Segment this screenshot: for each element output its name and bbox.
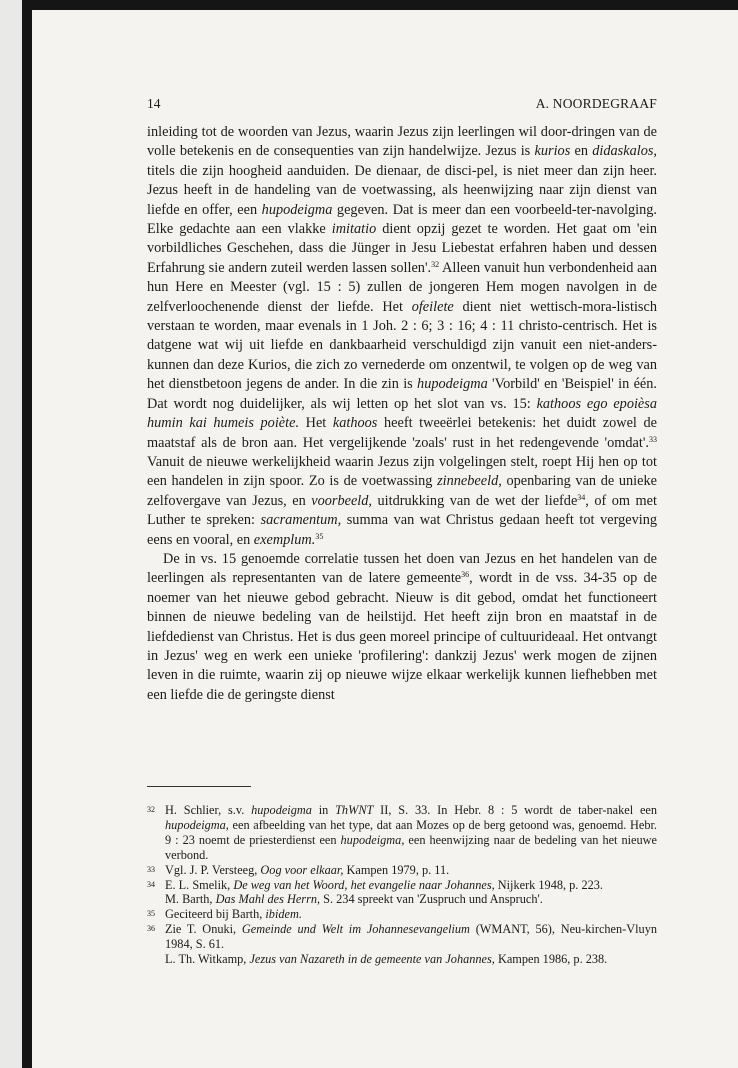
footnote-36 (147, 922, 657, 967)
text-run: Vanuit de nieuwe werkelijkheid waarin Jezus zijn volgelingen stelt, roept Hij hen op tot een handelen in zijn spoor. Zo is de voetwassing (147, 453, 657, 490)
italic-term: Das Mahl des Herrn, (215, 892, 321, 907)
text-run: M. Barth, (165, 892, 216, 907)
text-run: summa van wat Christus gedaan heeft tot vergeving eens en vooral, en (147, 512, 657, 548)
text-run: titels die zijn hoogheid aanduiden. De dienaar, de disci-pel, is niet meer dan zijn heer. Jezus heeft in de handeling van de voetwassing, als heenwijzing naar zijn dienst van liefde en offer, een (147, 162, 657, 218)
footnote-33 (147, 863, 657, 878)
footnotes (147, 803, 657, 967)
text-run: 'Vorbild' en 'Beispiel' in één. Dat wordt nog duidelijker, als wij letten op het slot van vs. 15: (147, 376, 657, 412)
footnote-36-entry-b (165, 952, 657, 967)
italic-term: ofeilete (411, 298, 454, 315)
text-run: (WMANT, 56), Neu-kirchen-Vluyn 1984, S. 61. (165, 922, 657, 952)
text-run: Geciteerd bij Barth, (165, 907, 266, 922)
footnote-divider (147, 786, 251, 787)
footnote-34-entry-a (165, 878, 657, 893)
text-run: H. Schlier, s.v. (165, 803, 252, 817)
text-run: Alleen vanuit hun verbondenheid aan hun Here en Meester (vgl. 15 : 5) zullen de jongeren Hem mogen navolgen in de zelfverloochenende dienst der liefde. Het (147, 259, 657, 315)
footnote-ref-36[interactable]: 36 (461, 570, 470, 580)
text-run: , of om met Luther te spreken: (147, 492, 657, 529)
footnote-36-entry-a (165, 922, 657, 952)
italic-term: Oog voor elkaar, (260, 862, 344, 877)
italic-term: hupodeigma (417, 376, 488, 393)
text-run: dient opzij gezet te worden. Het gaat om 'ein vorbildliches Geschehen, dass die Jünger in Jesu Liebestat erfahren haben und dessen Erfahrung sie andern zuteil werden lassen sollen'. (147, 221, 657, 276)
text-run: een heenwijzing naar de bedeling van het nieuwe verbond. (165, 832, 657, 862)
footnote-ref-32[interactable]: 32 (431, 259, 440, 269)
text-run: Zie T. Onuki, (165, 922, 242, 937)
footnote-number: 36 (147, 924, 155, 934)
italic-term: kurios (534, 143, 571, 160)
italic-term: Jezus van Nazareth in de gemeente van Johannes, (249, 952, 495, 967)
italic-term: voorbeeld, (311, 492, 372, 509)
italic-term: ibidem. (265, 907, 302, 922)
text-run: De in vs. 15 genoemde correlatie tussen het doen van Jezus en het handelen van de leerlingen als representanten van de latere gemeente (147, 550, 657, 587)
text-run: gegeven. Dat is meer dan een voorbeeld-ter-navolging. Elke gedachte aan een vlakke (147, 201, 657, 238)
italic-term: ThWNT (335, 803, 374, 817)
text-run: Kampen 1986, p. 238. (494, 952, 608, 967)
scan-border-left (22, 0, 32, 1068)
italic-term: Gemeinde und Welt im Johannesevangelium (241, 922, 470, 937)
italic-term: sacramentum, (260, 512, 342, 529)
body-text (147, 123, 657, 705)
italic-term: hupodeigma, (165, 817, 229, 832)
text-run: heeft tweeërlei betekenis: het duidt zowel de maatstaf als de bron aan. Het vergelijkende 'zoals' rust in het redengevende 'omdat'. (147, 415, 657, 451)
footnote-ref-35[interactable]: 35 (315, 531, 324, 541)
footnote-number: 35 (147, 909, 155, 919)
italic-term: imitatio (331, 221, 377, 238)
footnote-34 (147, 878, 657, 908)
italic-term: didaskalos, (592, 143, 657, 160)
text-run: een afbeelding van het type, dat aan Mozes op de berg getoond was, genoemd. Hebr. 9 : 23 noemt de priesterdienst een (165, 817, 657, 847)
italic-term: kathoos ego epoièsa humin kai humeis poiète. (147, 395, 657, 432)
page-header (147, 96, 657, 116)
text-run: II, S. 33. In Hebr. 8 : 5 wordt de taber-nakel een (373, 803, 658, 817)
italic-term: hupodeigma, (340, 832, 405, 847)
text-run: openbaring van de unieke zelfovergave van Jezus, en (147, 473, 657, 509)
italic-term: De weg van het Woord, het evangelie naar Johannes, (233, 877, 495, 892)
footnote-32 (147, 803, 657, 863)
paragraph-2 (147, 550, 657, 705)
italic-term: zinnebeeld, (437, 473, 502, 490)
footnote-number: 32 (147, 805, 155, 814)
text-run: E. L. Smelik, (165, 877, 234, 892)
footnote-ref-34[interactable]: 34 (577, 492, 586, 502)
footnote-ref-33[interactable]: 33 (649, 434, 657, 444)
text-run: in (311, 803, 336, 817)
italic-term: kathoos (332, 415, 378, 432)
text-run: uitdrukking van de wet der liefde (372, 492, 578, 509)
text-run: , wordt in de vss. 34-35 op de noemer van het nieuwe gebod gebracht. Nieuw is dit gebod, omdat het functioneert binnen de nieuwe bedeling van de heilstijd. Het heeft zijn bron en maatstaf in de liefdedienst van Christus. Het is dus geen moreel principe of cultuurideaal. Het ontvangt in Jezus' weg en werk een unieke 'profilering': dankzij Jezus' werk mogen de zijnen leven in die ruimte, waarin zij op nieuwe wijze elkaar werkelijk kunnen liefhebben met een liefde die de geringste dienst (147, 570, 657, 703)
footnote-number: 34 (147, 879, 155, 889)
footnote-35 (147, 907, 657, 922)
text-run: en (570, 143, 593, 160)
running-head: A. NOORDEGRAAF (535, 96, 657, 111)
text-run: S. 234 spreekt van 'Zuspruch und Anspruch'. (320, 892, 543, 907)
text-run: Kampen 1979, p. 11. (343, 862, 450, 877)
text-run: Vgl. J. P. Versteeg, (165, 862, 261, 877)
text-run: inleiding tot de woorden van Jezus, waarin Jezus zijn leerlingen wil door-dringen van de volle betekenis en de consequenties van zijn handelwijze. Jezus is (147, 124, 657, 160)
text-run: dient niet wettisch-mora-listisch verstaan te worden, maar evenals in 1 Joh. 2 : 6; 3 : 16; 4 : 11 christo-centrisch. Het is datgene wat wij uit liefde en dankbaarheid verschuldigd zijn vanuit een niet-anders-kunnen dan deze Kurios, die zich zo vernederde om onzentwil, te volgen op de weg van het dienstbetoon jegens de ander. In die zin is (147, 298, 657, 393)
footnote-number: 33 (147, 864, 155, 874)
page-number: 14 (147, 96, 161, 111)
paragraph-1 (147, 123, 657, 550)
italic-term: hupodeigma (251, 803, 312, 817)
scan-border-top (22, 0, 738, 10)
text-run: Het (299, 415, 333, 432)
italic-term: exemplum. (253, 531, 316, 548)
text-run: L. Th. Witkamp, (165, 952, 250, 967)
footnote-34-entry-b (165, 892, 657, 907)
text-run: Nijkerk 1948, p. 223. (494, 877, 603, 892)
italic-term: hupodeigma (261, 201, 333, 218)
